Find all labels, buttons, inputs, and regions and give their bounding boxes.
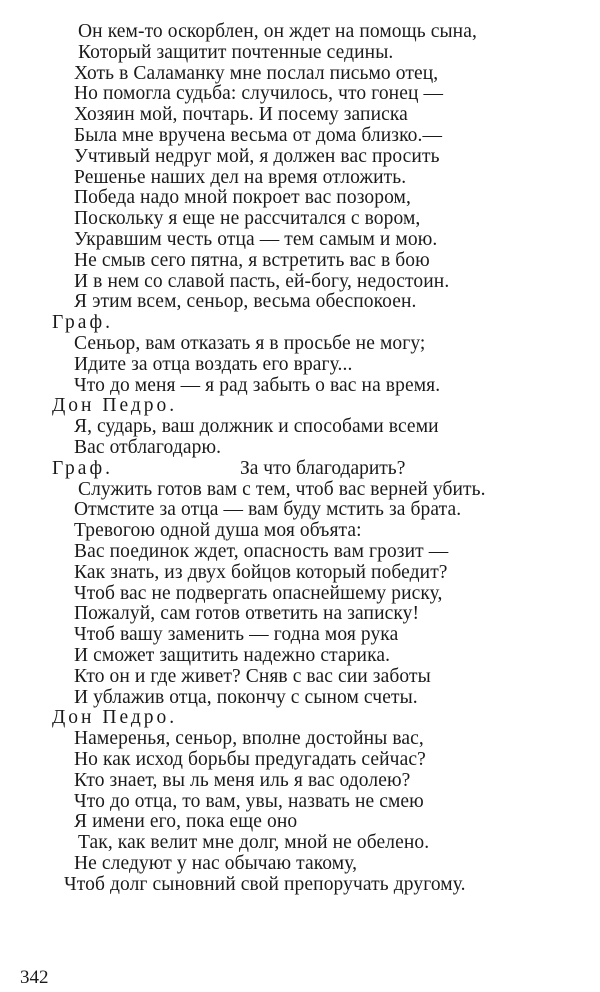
verse-line-continuation: За что благодарить? (240, 457, 406, 479)
verse-line: Я этим всем, сеньор, весьма обеспокоен. (74, 291, 417, 313)
speaker-name: Граф. (52, 457, 113, 479)
verse-line: Вас отблагодарю. (74, 437, 222, 458)
verse-line: Как знать, из двух бойцов который победит? (74, 561, 448, 583)
verse-line: Кто он и где живет? Сняв с вас сии заботы (74, 665, 431, 687)
verse-line: Чтоб вашу заменить — годна моя рука (74, 624, 399, 646)
verse-line: Решенье наших дел на время отложить. (74, 166, 407, 188)
verse-line: Поскольку я еще не рассчитался с вором, (74, 208, 421, 230)
verse-line: Который защитит почтенные седины. (78, 41, 394, 63)
verse-line: Хозяин мой, почтарь. И посему записка (74, 104, 408, 126)
verse-line: Служить готов вам с тем, чтоб вас верней убить. (78, 478, 486, 500)
verse-line: Тревогою одной душа моя объята: (74, 520, 362, 542)
speaker-name: Граф. (52, 312, 113, 334)
verse-line: Но как исход борьбы предугадать сейчас? (74, 749, 426, 770)
verse-line: Вас поединок ждет, опасность вам грозит — (74, 541, 449, 562)
verse-line: Победа надо мной покроет вас позором, (74, 187, 411, 209)
verse-line: Укравшим честь отца — тем самым и мою. (74, 229, 438, 250)
verse-line: Идите за отца воздать его врагу... (74, 353, 353, 375)
verse-line: Намеренья, сеньор, вполне достойны вас, (74, 728, 424, 750)
speaker-name: Дон Педро. (52, 395, 178, 417)
verse-line: Чтоб долг сыновний свой препоручать другому. (64, 873, 466, 895)
verse-line: Хоть в Саламанку мне послал письмо отец, (74, 62, 439, 84)
verse-line: Что до отца, то вам, увы, назвать не смею (74, 790, 424, 812)
verse-line: Но помогла судьба: случилось, что гонец — (74, 83, 444, 105)
verse-line: Он кем-то оскорблен, он ждет на помощь сына, (78, 21, 477, 42)
verse-line: Сеньор, вам отказать я в просьбе не могу; (74, 333, 426, 354)
verse-line: И ублажив отца, покончу с сыном счеты. (74, 686, 418, 708)
verse-line: Так, как велит мне долг, мной не обелено. (78, 832, 430, 854)
speaker-name: Дон Педро. (52, 707, 178, 729)
verse-line: И в нем со славой пасть, ей-богу, недостоин. (74, 270, 450, 292)
verse-line: Не следуют у нас обычаю такому, (74, 853, 358, 874)
verse-line: Что до меня — я рад забыть о вас на время. (74, 374, 441, 396)
verse-line: Пожалуй, сам готов ответить на записку! (74, 603, 420, 625)
verse-line: Кто знает, вы ль меня иль я вас одолею? (74, 769, 411, 791)
verse-line: Учтивый недруг мой, я должен вас просить (74, 145, 440, 167)
verse-line: И сможет защитить надежно старика. (74, 645, 391, 666)
verse-line: Я имени его, пока еще оно (74, 811, 298, 833)
verse-line: Отмстите за отца — вам буду мстить за брата. (74, 499, 462, 521)
verse-line: Чтоб вас не подвергать опаснейшему риску, (74, 582, 443, 604)
verse-line: Я, сударь, ваш должник и способами всеми (74, 416, 439, 438)
verse-line: Была мне вручена весьма от дома близко.— (74, 125, 443, 146)
verse-line: Не смыв сего пятна, я встретить вас в бою (74, 249, 430, 271)
page-number: 342 (20, 967, 49, 988)
